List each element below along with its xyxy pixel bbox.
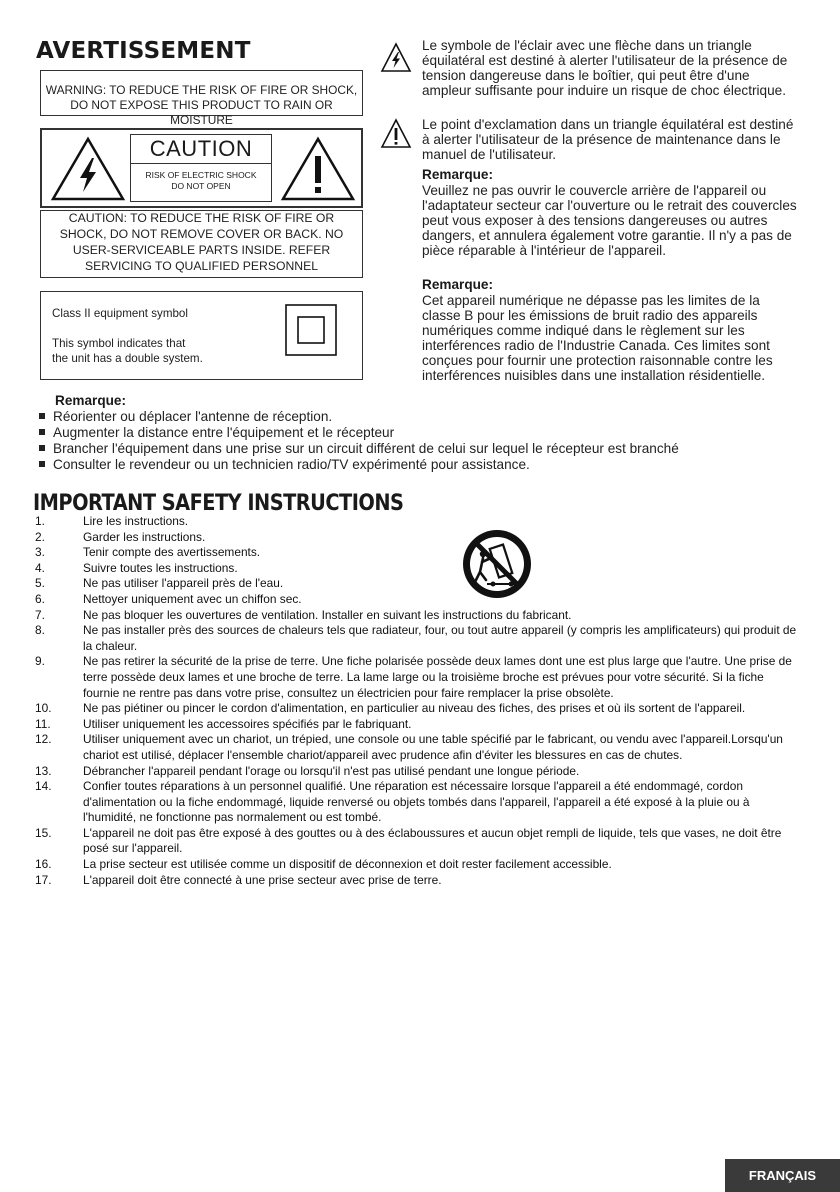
list-item: 11. Utiliser uniquement les accessoires spécifiés par le fabriquant. bbox=[35, 716, 412, 731]
remark2-text: Cet appareil numérique ne dépasse pas les limites de la classe B pour les émissions de bruit radio des appareils numériques comme indiqué dans le règlement sur les interférences radio de l'Industrie Canada. Ces limites sont conçues pour fournir une protection raisonnable contre les interférences nuisibles dans une installation résidentielle. bbox=[422, 293, 773, 383]
remark2-heading: Remarque: bbox=[422, 277, 494, 292]
lightning-small-icon bbox=[380, 42, 412, 74]
caution-text: CAUTION: TO REDUCE THE RISK OF FIRE OR SHOCK, DO NOT REMOVE COVER OR BACK. NO USER-SERVICEABLE PARTS INSIDE. REFER SERVICING TO QUALIFIED PERSONNEL bbox=[59, 211, 344, 273]
list-item: Augmenter la distance entre l'équipement et le récepteur bbox=[37, 425, 817, 441]
list-item: 8. Ne pas installer près des sources de chaleurs tels que radiateur, four, ou tout autre appareil (y compris les amplificateurs) qui produit de la chaleur. bbox=[35, 623, 797, 653]
class2-line2: This symbol indicates that bbox=[52, 337, 186, 350]
caution-sub2: DO NOT OPEN bbox=[171, 181, 231, 191]
exclamation-small-icon bbox=[380, 118, 412, 150]
warning-text: WARNING: TO REDUCE THE RISK OF FIRE OR SHOCK, DO NOT EXPOSE THIS PRODUCT TO RAIN OR MOISTURE bbox=[45, 83, 358, 127]
list-item: Consulter le revendeur ou un technicien radio/TV expérimenté pour assistance. bbox=[37, 457, 817, 473]
caution-title: CAUTION bbox=[131, 135, 271, 164]
list-item: Brancher l'équipement dans une prise sur un circuit différent de celui sur lequel le récepteur est branché bbox=[37, 441, 817, 457]
warning-box bbox=[40, 70, 363, 127]
remark-list-heading: Remarque: bbox=[55, 393, 127, 408]
double-square-icon bbox=[285, 304, 337, 356]
remark1-heading: Remarque: bbox=[422, 167, 494, 182]
lightning-triangle-icon bbox=[50, 136, 126, 202]
list-item: 10. Ne pas piétiner ou pincer le cordon d'alimentation, en particulier au niveau des fiches, des prises et où ils sortent de l'appareil. bbox=[35, 701, 746, 716]
list-item: 1. Lire les instructions. bbox=[35, 514, 189, 528]
list-item: 14. Confier toutes réparations à un personnel qualifié. Une réparation est nécessaire lorsque l'appareil a été endommagé, cordon d'alimentation ou la fiche endommagé, liquide renversé ou objets tombés dans l'appareil, l'appareil a été exposé à la pluie ou à l'humidité, ne fonctionne pas normalement ou est tombé. bbox=[35, 779, 750, 825]
list-item: 17. L'appareil doit être connecté à une prise secteur avec prise de terre. bbox=[35, 872, 442, 887]
bullet-square-icon bbox=[39, 429, 45, 435]
class2-line1: Class II equipment symbol bbox=[52, 307, 188, 320]
caution-box bbox=[40, 128, 363, 208]
bullet-square-icon bbox=[39, 413, 45, 419]
class2-line3: the unit has a double system. bbox=[52, 352, 203, 365]
remark1-text: Veuillez ne pas ouvrir le couvercle arrière de l'appareil ou l'adaptateur secteur car l'ouverture ou le retrait des couvercles peut vous exposer à des tensions dangereuses ou autres dangers, et annulera également votre garantie. Il n'y a pas de pièce réparable à l'intérieur de l'appareil. bbox=[422, 183, 797, 258]
caution-sub1: RISK OF ELECTRIC SHOCK bbox=[145, 170, 257, 180]
list-item: 13. Débrancher l'appareil pendant l'orage ou lorsqu'il n'est pas utilisé pendant une longue période. bbox=[35, 763, 580, 778]
lightning-description: Le symbole de l'éclair avec une flèche dans un triangle équilatéral est destiné à alerter l'utilisateur de la présence de tension dangereuse dans le boîtier, qui peut être d'une ampleur suffisante pour induire un risque de choc électrique. bbox=[422, 38, 788, 98]
bullet-square-icon bbox=[39, 461, 45, 467]
list-item: 5. Ne pas utiliser l'appareil près de l'eau. bbox=[35, 576, 284, 591]
list-item: 12. Utiliser uniquement avec un chariot, un trépied, une console ou une table spécifié par le fabricant, ou vendu avec l'appareil.Lorsqu'un chariot est utilisé, déplacer l'ensemble chariot/appareil avec prudence afin d'éviter les blessures en cas de chutes. bbox=[35, 732, 783, 762]
exclamation-triangle-icon bbox=[280, 136, 356, 202]
bullet-square-icon bbox=[39, 445, 45, 451]
safety-list bbox=[35, 514, 800, 888]
list-item: 2. Garder les instructions. bbox=[35, 529, 206, 544]
remark-list bbox=[37, 409, 817, 473]
list-item: 9. Ne pas retirer la sécurité de la prise de terre. Une fiche polarisée possède deux lames dont une est plus large que l'autre. Une prise de terre possède deux lames et une broche de terre. La lame large ou la troisième broche est prévues pour votre sécurité. Si la fiche fournie ne rentre pas dans votre prise, consultez un électricien pour faire remplacer la prise obsolète. bbox=[35, 654, 792, 700]
list-item: Réorienter ou déplacer l'antenne de réception. bbox=[37, 409, 817, 425]
caution-label-box bbox=[130, 134, 272, 202]
list-item: 7. Ne pas bloquer les ouvertures de ventilation. Installer en suivant les instructions du fabricant. bbox=[35, 607, 572, 622]
list-item: 6. Nettoyer uniquement avec un chiffon sec. bbox=[35, 591, 302, 606]
list-item: 15. L'appareil ne doit pas être exposé à des gouttes ou à des éclaboussures et aucun objet rempli de liquide, tels que vases, ne doit être posé sur l'appareil. bbox=[35, 825, 782, 856]
list-item: 3. Tenir compte des avertissements. bbox=[35, 545, 261, 560]
language-tab: FRANÇAIS bbox=[725, 1159, 840, 1192]
avertissement-title: AVERTISSEMENT bbox=[36, 38, 251, 64]
list-item: 4. Suivre toutes les instructions. bbox=[35, 560, 238, 575]
list-item: 16. La prise secteur est utilisée comme un dispositif de déconnexion et doit rester facilement accessible. bbox=[35, 857, 612, 872]
caution-text-box bbox=[40, 210, 363, 278]
class2-box bbox=[40, 291, 363, 380]
exclamation-description: Le point d'exclamation dans un triangle équilatéral est destiné à alerter l'utilisateur de la présence de maintenance dans le manuel de l'utilisateur. bbox=[422, 117, 794, 162]
safety-title: IMPORTANT SAFETY INSTRUCTIONS bbox=[33, 491, 404, 516]
